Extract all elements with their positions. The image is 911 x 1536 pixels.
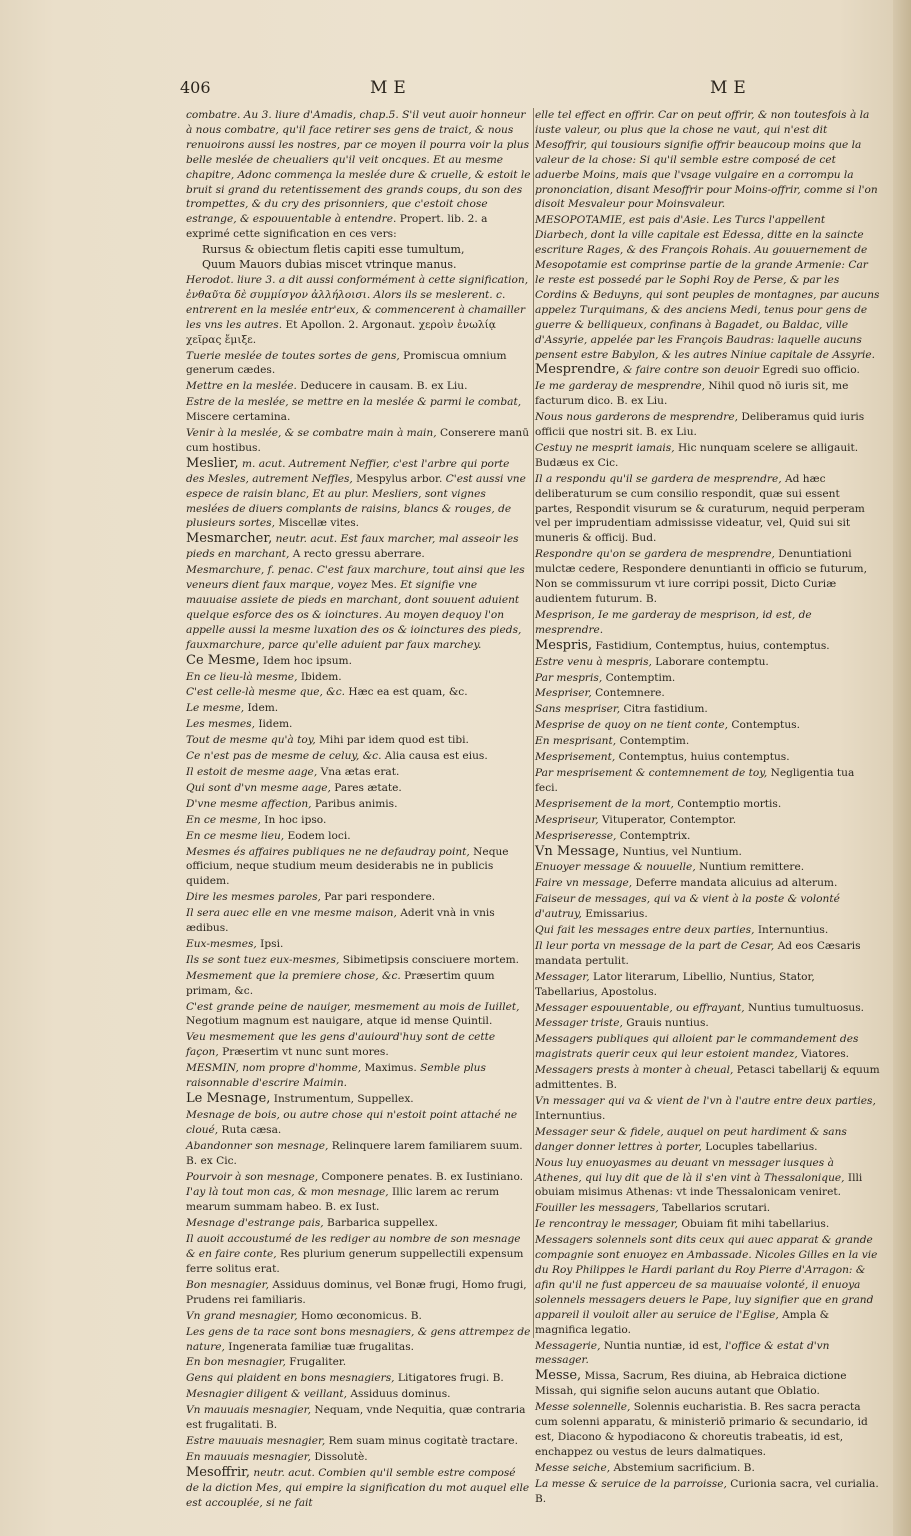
dictionary-entry — [535, 1339, 880, 1369]
latin-text: Illic larem ac rerum mearum summam habeo. B. ex Iust. — [186, 1186, 500, 1214]
page-header — [180, 78, 870, 106]
french-text: Qui sont d'vn mesme aage, — [186, 781, 331, 794]
latin-text: Sibimetipsis consciuere mortem. — [339, 953, 520, 966]
french-text: C'est celle-là mesme que, &c. — [186, 686, 346, 699]
french-text: neutr. acut. Est faux marcher, mal asseoir les pieds en marchant, — [186, 533, 519, 561]
french-text: Messagerie, — [535, 1339, 601, 1352]
latin-text: Grauis nuntius. — [622, 1017, 709, 1030]
dictionary-entry — [535, 671, 880, 686]
latin-text: Instrumentum, Suppellex. — [270, 1093, 414, 1105]
dictionary-entry — [535, 1001, 880, 1016]
dictionary-entry — [186, 749, 531, 764]
latin-text: Contemptim. — [602, 671, 676, 684]
dictionary-entry — [186, 765, 531, 780]
french-text: Sans mespriser, — [535, 703, 621, 716]
french-text: Mesnage de bois, ou autre chose qui n'estoit point attaché ne cloué, — [186, 1108, 518, 1136]
french-text: Mespriseresse, — [535, 829, 617, 842]
dictionary-entry — [535, 1461, 880, 1476]
dictionary-entry — [186, 1061, 531, 1091]
latin-text: Nuntius tumultuosus. — [744, 1001, 865, 1014]
dictionary-entry — [535, 1094, 880, 1124]
french-text: Qui fait les messages entre deux parties, — [535, 924, 755, 937]
latin-text: Deducere in causam. B. ex Liu. — [296, 380, 468, 393]
latin-text: Hic nunquam scelere se alligauit. Budæus ex Cic. — [535, 441, 859, 469]
french-text: C'est aussi vne espece de raisin blanc, Et au plur. Mesliers, sont vignes meslées de diuers complants de raisins, blancs & rouges, de plusieurs sortes, — [186, 472, 526, 530]
latin-text: Ibidem. — [297, 670, 342, 683]
latin-text: Idem. — [244, 702, 279, 715]
dictionary-entry — [186, 108, 531, 242]
french-text: Mesprise de quoy on ne tient conte, — [535, 719, 729, 732]
french-text: l'office & estat d'vn messager. — [535, 1339, 830, 1367]
dictionary-entry — [535, 547, 880, 607]
dictionary-entry — [535, 410, 880, 440]
entry-headword: Messe, — [535, 1368, 582, 1384]
french-text: Faiseur de messages, qui va & vient à la poste & volonté d'autruy, — [535, 893, 840, 921]
french-text: Messager seur & fidele, auquel on peut hardiment & sans danger donner lettres à porter, — [535, 1125, 847, 1153]
french-text: Mesprison, Ie me garderay de mesprison, id est, de mesprendre. — [535, 608, 812, 636]
dictionary-entry — [535, 750, 880, 765]
latin-text: Illi obuiam misimus Athenas: vt inde Thessalonicam veniret. — [535, 1171, 863, 1199]
french-text: Messe solennelle, — [535, 1401, 631, 1414]
dictionary-entry — [186, 563, 531, 652]
dictionary-entry — [186, 797, 531, 812]
french-text: Venir à la meslée, & se combatre main à main, — [186, 427, 437, 440]
latin-text: Assiduus dominus. — [347, 1388, 451, 1401]
dictionary-entry — [535, 718, 880, 733]
french-text: Mesprisement, — [535, 751, 616, 764]
french-text: Le mesme, — [186, 702, 245, 715]
french-text: Nous nous garderons de mesprendre, — [535, 411, 738, 424]
dictionary-entry — [186, 1387, 531, 1402]
french-text: Enuoyer message & nouuelle, — [535, 861, 696, 874]
dictionary-entry — [186, 1108, 531, 1138]
latin-text: Curionia sacra, vel curialia. B. — [535, 1477, 879, 1505]
dictionary-entry — [535, 702, 880, 717]
french-text: I'ay là tout mon cas, & mon mesnage, — [186, 1186, 389, 1199]
latin-text: Præsertim quum primam, &c. — [186, 969, 495, 997]
verse-line: Quum Mauors dubias miscet vtrinque manus. — [202, 258, 457, 272]
latin-text: Solennis eucharistia. B. Res sacra peracta cum solenni apparatu, & ministeriō primario & secundario, id est, Diacono & hypodiacono & choreutis trabeatis, id est, enchappez ou vestus de leurs dalmatiques. — [535, 1401, 868, 1458]
french-text: Semble plus raisonnable d'escrire Maimin. — [186, 1062, 486, 1090]
dictionary-entry — [186, 969, 531, 999]
verse-line: Rursus & obiectum fletis capiti esse tumultum, — [202, 243, 465, 257]
latin-text: Negligentia tua feci. — [535, 766, 855, 794]
latin-text: Contemptio mortis. — [673, 797, 782, 810]
french-text: Vn mauuais mesnagier, — [186, 1404, 311, 1417]
french-text: Et signifie vne mauuaise assiete de pieds en marchant, dont souuent aduient quelque esforce des os & ioinctures. Au moyen dequoy l'on appelle aussi la mesme luxation des os & ioinctures des pieds, fauxmarchure, parce qu'elle aduient par faux marchey. — [186, 579, 522, 651]
dictionary-entry — [186, 701, 531, 716]
dictionary-entry — [186, 937, 531, 952]
latin-text: Aderit vnà in vnis ædibus. — [186, 907, 495, 935]
french-text: En mesprisant, — [535, 735, 617, 748]
dictionary-entry — [186, 813, 531, 828]
latin-text: Missa, Sacrum, Res diuina, ab Hebraica dictione Missah, qui signifie selon aucuns autant que Oblatio. — [535, 1370, 847, 1398]
dictionary-entry — [186, 670, 531, 685]
dictionary-entry — [535, 1201, 880, 1216]
dictionary-entry — [535, 1369, 880, 1399]
dictionary-entry — [535, 639, 880, 654]
latin-text: Conserere manū cum hostibus. — [186, 427, 530, 454]
dictionary-entry — [535, 1233, 880, 1337]
latin-text: Ingenerata familiæ tuæ frugalitas. — [224, 1340, 414, 1353]
dictionary-entry — [186, 906, 531, 936]
french-text: Ie rencontray le messager, — [535, 1218, 678, 1231]
latin-text: Nuntia nuntiæ, id est, — [600, 1339, 722, 1352]
french-text: Nous luy enuoyasmes au deuant vn messager iusques à Athenes, qui luy dit que de là il s'en vint à Thessalonique, — [535, 1156, 845, 1184]
french-text: neutr. acut. Combien qu'il semble estre composé de la diction Mes, qui empire la signification du mot auquel elle est accouplée, si ne fait — [186, 1466, 530, 1509]
latin-text: Mespylus arbor. — [352, 472, 443, 485]
french-text: Mesnage d'estrange pais, — [186, 1217, 324, 1230]
latin-text: Vituperator, Contemptor. — [598, 813, 737, 826]
latin-text: Ad eos Cæsaris mandata pertulit. — [535, 939, 861, 967]
latin-text: Eodem loci. — [284, 829, 351, 842]
dictionary-entry — [186, 1170, 531, 1185]
dictionary-entry — [186, 845, 531, 890]
latin-text: Viatores. — [797, 1048, 850, 1061]
latin-text: Componere penates. B. ex Iustiniano. — [318, 1170, 524, 1183]
french-text: La messe & seruice de la parroisse, — [535, 1477, 727, 1490]
latin-text: Obuiam fit mihi tabellarius. — [677, 1218, 830, 1231]
latin-text: Alia causa est eius. — [381, 750, 488, 763]
dictionary-entry — [535, 766, 880, 796]
french-text: Vn messager qui va & vient de l'vn à l'autre entre deux parties, — [535, 1095, 876, 1107]
latin-text: Rem suam minus cogitatè tractare. — [325, 1434, 518, 1447]
latin-text: Paribus animis. — [311, 797, 398, 810]
right-column — [535, 108, 880, 1507]
dictionary-entry — [186, 258, 531, 273]
french-text: Ils se sont tuez eux-mesmes, — [186, 953, 340, 966]
french-text: Abandonner son mesnage, — [186, 1139, 329, 1152]
latin-text: Deliberamus quid iuris officii que nostri sit. B. ex Liu. — [535, 411, 865, 439]
entry-headword: Ce Mesme, — [186, 652, 260, 668]
dictionary-entry — [186, 685, 531, 700]
latin-text: Contemptim. — [616, 735, 690, 748]
latin-text: Ad hæc deliberaturum se cum consilio respondit, quæ sui essent partes, Respondit visurum se & curaturum, nequid perperam vel per imprudentiam admississe videatur, vel, Quid sui sit muneris & officij. Bud. — [535, 472, 865, 545]
page-number: 406 — [180, 78, 211, 97]
french-text: m. acut. Autrement Neffier, c'est l'arbre qui porte des Mesles, autrement Neffles, — [186, 457, 510, 485]
left-column — [186, 108, 531, 1511]
french-text: Pourvoir à son mesnage, — [186, 1170, 319, 1183]
dictionary-entry — [186, 1371, 531, 1386]
french-text: Il auoit accoustumé de les rediger au nombre de son mesnage & en faire conte, — [186, 1233, 521, 1261]
latin-text: Frugaliter. — [285, 1356, 347, 1369]
french-text: Messe seiche, — [535, 1461, 611, 1474]
latin-text: Res plurium generum suppellectili expensum ferre solitus erat. — [186, 1248, 524, 1275]
french-text: Veu mesmement que les gens d'auiourd'huy sont de cette façon, — [186, 1031, 496, 1059]
french-text: Estre de la meslée, se mettre en la meslée & parmi le combat, — [186, 396, 522, 409]
french-text: combatre. Au 3. liure d'Amadis, chap.5. S'il veut auoir honneur à nous combatre, qu'il face retirer ses gens de traict, & nous renuoirons aussi les nostres, par ce moyen il pourra voir la plus belle meslée de cheualiers qu'il veit oncques. Et au mesme chapitre, Adonc commença la meslée dure & cruelle, & estoit le bruit si grand du retentissement des grands coups, du son des trompettes, & du cry des prisonniers, que c'estoit chose estrange, & espouuentable à entendre. — [186, 109, 531, 226]
latin-text: Vna ætas erat. — [317, 765, 400, 778]
french-text: elle tel effect en offrir. Car on peut offrir, & non toutesfois à la iuste valeur, ou plus que la chose ne vaut, qui n'est dit Mesoffrir, qui tousiours signifie offrir beaucoup moins que la valeur de la chose: Si qu'il semble estre composé de cet aduerbe Moins, mais que l'vsage vulgaire en a corrompu la prononciation, disant Mesoffrir pour Moins-offrir, comme si l'on disoit Mesvaleur pour Moinsvaleur. — [535, 109, 878, 211]
french-text: Mesprisement de la mort, — [535, 797, 674, 810]
latin-text: Egredi suo officio. — [758, 364, 860, 377]
dictionary-entry — [186, 1355, 531, 1370]
french-text: MESOPOTAMIE, est pais d'Asie. Les Turcs l'appellent Diarbech, dont la ville capitale est Edessa, ditte en la saincte escriture Rages, & des François Rohais. Au gouuernement de Mesopotamie est comprinse partie de la grande Armenie: Car le reste est possedé par le Sophi Roy de Perse, & par les Cordins & Beduyns, qui sont peuples de montagnes, par aucuns appelez Turquimans, & des anciens Medi, tenus pour gens de guerre & belliqueux, confinans à Bagadet, ou Baldac, ville d'Assyrie, appelée par les François Baudras: laquelle aucuns pensent estre Babylon, & les autres Niniue capitale de Assyrie. — [535, 214, 880, 361]
latin-text: Nequam, vnde Nequitia, quæ contraria est frugalitati. B. — [186, 1404, 526, 1432]
dictionary-entry — [535, 829, 880, 844]
dictionary-entry — [535, 734, 880, 749]
dictionary-entry — [535, 1063, 880, 1093]
latin-text: Maximus. — [361, 1062, 417, 1075]
latin-text: Contemptus. — [728, 719, 800, 732]
dictionary-entry — [535, 472, 880, 547]
latin-text: Miscere certamina. — [186, 411, 291, 424]
french-text: C'est grande peine de nauiger, mesmement au mois de Iuillet, — [186, 1000, 520, 1013]
dictionary-entry — [535, 860, 880, 875]
latin-text: Assiduus dominus, vel Bonæ frugi, Homo frugi, Prudens rei familiaris. — [186, 1278, 527, 1306]
french-text: Bon mesnagier, — [186, 1278, 269, 1291]
dictionary-entry — [186, 1325, 531, 1355]
dictionary-entry — [186, 1403, 531, 1433]
dictionary-entry — [186, 395, 531, 425]
dictionary-entry — [535, 441, 880, 471]
dictionary-entry — [535, 1217, 880, 1232]
french-text: Messagers solennels sont dits ceux qui auec apparat & grande compagnie sont enuoyez en Ambassade. Nicoles Gilles en la vie du Roy Philippes le Hardi parlant du Roy Pierre d'Arragon: & afin qu'il ne fust apperceu de sa mauuaise volonté, il enuoya solennels messagers deuers le Pape, luy signifier que en grand appareil il vouloit aller au seruice de l'Eglise, — [535, 1234, 878, 1321]
latin-text: Internuntius. — [535, 1109, 606, 1122]
dictionary-entry — [186, 1232, 531, 1277]
entry-headword: Mesprendre, — [535, 362, 620, 378]
french-text: Herodot. liure 3. a dit aussi conformément à cette signification, ἐνθαῦτα δὲ συμμίσγον ἀλλήλοισι. Alors ils se meslerent. c. entrerent en la meslée entr'eux, & commencerent à chamailler les vns les autres. — [186, 273, 529, 331]
latin-text: Ruta cæsa. — [218, 1123, 282, 1136]
french-text: Mettre en la meslée. — [186, 380, 297, 393]
latin-text: Internuntius. — [754, 924, 829, 937]
french-text: Messager triste, — [535, 1017, 623, 1030]
french-text: Par mespris, — [535, 671, 603, 684]
dictionary-entry — [186, 426, 531, 456]
latin-text: In hoc ipso. — [260, 813, 327, 826]
french-text: Mesnagier diligent & veillant, — [186, 1388, 347, 1401]
latin-text: Ipsi. — [256, 937, 284, 950]
dictionary-entry — [535, 939, 880, 969]
latin-text: Hæc ea est quam, &c. — [345, 686, 468, 699]
dictionary-entry — [535, 363, 880, 378]
latin-text: Fastidium, Contemptus, huius, contemptus. — [592, 639, 830, 652]
french-text: Messager, — [535, 970, 590, 983]
latin-text: Præsertim vt nunc sunt mores. — [218, 1046, 389, 1059]
latin-text: Locuples tabellarius. — [701, 1140, 818, 1153]
dictionary-entry — [186, 1450, 531, 1465]
dictionary-entry — [186, 1434, 531, 1449]
latin-text: Contemnere. — [591, 687, 665, 700]
latin-text: Ampla & magnifica legatio. — [535, 1308, 830, 1336]
french-text: Fouiller les messagers, — [535, 1202, 659, 1215]
french-text: Messagers prests à monter à cheual, — [535, 1064, 734, 1077]
french-text: Gens qui plaident en bons mesnagiers, — [186, 1372, 395, 1385]
latin-text: Homo œconomicus. B. — [297, 1309, 422, 1322]
french-text: Mesmes és affaires publiques ne ne defaudray point, — [186, 845, 470, 858]
dictionary-entry — [535, 1477, 880, 1507]
french-text: Les mesmes, — [186, 718, 255, 731]
french-text: D'vne mesme affection, — [186, 797, 312, 810]
latin-text: Emissarius. — [581, 908, 648, 921]
dictionary-entry — [535, 686, 880, 701]
dictionary-entry — [186, 953, 531, 968]
latin-text: Relinquere larem familiarem suum. B. ex Cic. — [186, 1139, 523, 1167]
latin-text: Et Apollon. 2. Argonaut. χεροὶν ἐνωλίᾳ χεῖρας ἔμιξε. — [186, 318, 496, 346]
latin-text: Laborare contemptu. — [651, 655, 769, 668]
french-text: Il estoit de mesme aage, — [186, 765, 318, 778]
left-running-headword: ME — [370, 78, 412, 98]
dictionary-entry — [186, 1466, 531, 1511]
adjacent-page-edge — [893, 0, 911, 1536]
latin-text: Propert. lib. 2. a exprimé cette signification en ces vers: — [186, 213, 488, 241]
dictionary-entry — [535, 1400, 880, 1460]
french-text: MESMIN, nom propre d'homme, — [186, 1062, 362, 1075]
french-text: Tout de mesme qu'à toy, — [186, 734, 316, 747]
entry-headword: Mespris, — [535, 637, 593, 653]
french-text: Il sera auec elle en vne mesme maison, — [186, 907, 397, 920]
entry-headword: Mesoffrir, — [186, 1464, 251, 1480]
latin-text: Mes. — [367, 579, 397, 592]
dictionary-entry — [535, 213, 880, 362]
dictionary-entry — [186, 1309, 531, 1324]
latin-text: Deferre mandata alicuius ad alterum. — [632, 877, 838, 890]
dictionary-entry — [535, 923, 880, 938]
latin-text: Promiscua omnium generum cædes. — [186, 349, 507, 377]
dictionary-entry — [535, 655, 880, 670]
french-text: Par mesprisement & contemnement de toy, — [535, 766, 768, 779]
french-text: Mesmarchure, f. penac. C'est faux marchure, tout ainsi que les veneurs dient faux marque, voyez — [186, 564, 525, 592]
latin-text: Mihi par idem quod est tibi. — [315, 734, 469, 747]
french-text: Mesmement que la premiere chose, &c. — [186, 969, 401, 982]
entry-headword: Le Mesnage, — [186, 1091, 271, 1106]
latin-text: Abstemium sacrificium. B. — [610, 1461, 755, 1474]
latin-text: Barbarica suppellex. — [323, 1217, 438, 1230]
french-text: En ce mesme lieu, — [186, 829, 285, 842]
latin-text: Neque officium, neque studium meum desiderabis ne in publicis quidem. — [186, 845, 509, 888]
french-text: En mauuais mesnagier, — [186, 1450, 312, 1463]
latin-text: Iidem. — [254, 718, 293, 731]
french-text: Les gens de ta race sont bons mesnagiers, & gens attrempez de nature, — [186, 1325, 531, 1353]
dictionary-entry — [535, 797, 880, 812]
latin-text: Nuntium remittere. — [695, 861, 805, 874]
french-text: Vn grand mesnagier, — [186, 1309, 298, 1322]
right-running-headword: ME — [710, 78, 752, 98]
dictionary-entry — [535, 970, 880, 1000]
latin-text: Dissolutè. — [311, 1450, 368, 1463]
french-text: Mespriser, — [535, 687, 592, 700]
french-text: Dire les mesmes paroles, — [186, 891, 321, 904]
latin-text: Par pari respondere. — [320, 891, 436, 904]
dictionary-entry — [535, 892, 880, 922]
french-text: & faire contre son deuoir — [619, 364, 759, 377]
french-text: En bon mesnagier, — [186, 1356, 286, 1369]
latin-text: Petasci tabellarij & equum admittentes. B. — [535, 1064, 880, 1092]
dictionary-entry — [535, 1032, 880, 1062]
dictionary-entry — [535, 608, 880, 638]
french-text: Mespriseur, — [535, 813, 599, 826]
dictionary-entry — [186, 243, 531, 258]
latin-text: Contemptrix. — [616, 829, 691, 842]
dictionary-entry — [186, 457, 531, 532]
dictionary-entry — [186, 781, 531, 796]
french-text: Messagers publiques qui alloient par le commandement des magistrats querir ceux qui leur estoient mandez, — [535, 1033, 859, 1061]
dictionary-entry — [186, 829, 531, 844]
entry-headword: Mesmarcher, — [186, 531, 273, 547]
entry-headword: Meslier, — [186, 455, 239, 471]
dictionary-entry — [535, 379, 880, 409]
french-text: Faire vn message, — [535, 877, 633, 890]
dictionary-entry — [535, 1125, 880, 1155]
entry-headword: Vn Message, — [535, 843, 620, 859]
french-text: Messager espouuentable, ou effrayant, — [535, 1001, 745, 1014]
french-text: Respondre qu'on se gardera de mesprendre, — [535, 548, 775, 561]
latin-text: Tabellarios scrutari. — [658, 1202, 771, 1215]
dictionary-entry — [186, 717, 531, 732]
dictionary-entry — [535, 876, 880, 891]
dictionary-entry — [186, 654, 531, 669]
latin-text: Pares ætate. — [330, 781, 402, 794]
dictionary-entry — [186, 890, 531, 905]
dictionary-entry — [186, 273, 531, 348]
latin-text: Idem hoc ipsum. — [259, 654, 352, 667]
dictionary-entry — [186, 1000, 531, 1030]
french-text: En ce mesme, — [186, 813, 261, 826]
dictionary-entry — [535, 1156, 880, 1201]
latin-text: A recto gressu aberrare. — [289, 548, 425, 561]
dictionary-entry — [186, 1092, 531, 1107]
french-text: Estre mauuais mesnagier, — [186, 1434, 326, 1447]
french-text: En ce lieu-là mesme, — [186, 670, 298, 683]
french-text: Il a respondu qu'il se gardera de mesprendre, — [535, 472, 782, 485]
dictionary-entry — [535, 813, 880, 828]
french-text: Estre venu à mespris, — [535, 655, 652, 668]
dictionary-entry — [186, 1030, 531, 1060]
french-text: Ie me garderay de mesprendre, — [535, 380, 706, 393]
latin-text: Litigatores frugi. B. — [394, 1372, 504, 1385]
dictionary-entry — [535, 845, 880, 860]
latin-text: Nihil quod nō iuris sit, me facturum dico. B. ex Liu. — [535, 380, 849, 408]
latin-text: Citra fastidium. — [620, 703, 708, 716]
latin-text: Denuntiationi mulctæ cedere, Respondere denuntianti in officio se futurum, Non se commissurum vt iure corripi possit, Dicto Curiæ audientem futurum. B. — [535, 548, 867, 605]
dictionary-entry — [186, 1185, 531, 1215]
latin-text: Lator literarum, Libellio, Nuntius, Stator, Tabellarius, Apostolus. — [535, 970, 815, 998]
dictionary-entry — [186, 733, 531, 748]
column-divider — [533, 108, 534, 1338]
dictionary-entry — [186, 532, 531, 562]
french-text: Tuerie meslée de toutes sortes de gens, — [186, 349, 400, 362]
dictionary-entry — [186, 1139, 531, 1169]
dictionary-entry — [186, 379, 531, 394]
french-text: Cestuy ne mesprit iamais, — [535, 441, 675, 454]
dictionary-entry — [186, 1278, 531, 1308]
latin-text: Negotium magnum est nauigare, atque id mense Quintil. — [186, 1015, 493, 1028]
french-text: Eux-mesmes, — [186, 937, 257, 950]
french-text: Il leur porta vn message de la part de Cesar, — [535, 939, 775, 952]
latin-text: Contemptus, huius contemptus. — [615, 751, 790, 764]
latin-text: Miscellæ vites. — [275, 517, 360, 530]
dictionary-entry — [186, 1216, 531, 1231]
french-text: Ce n'est pas de mesme de celuy, &c. — [186, 750, 382, 763]
latin-text: Nuntius, vel Nuntium. — [619, 845, 742, 858]
dictionary-entry — [535, 1016, 880, 1031]
dictionary-entry — [535, 108, 880, 212]
dictionary-entry — [186, 349, 531, 379]
